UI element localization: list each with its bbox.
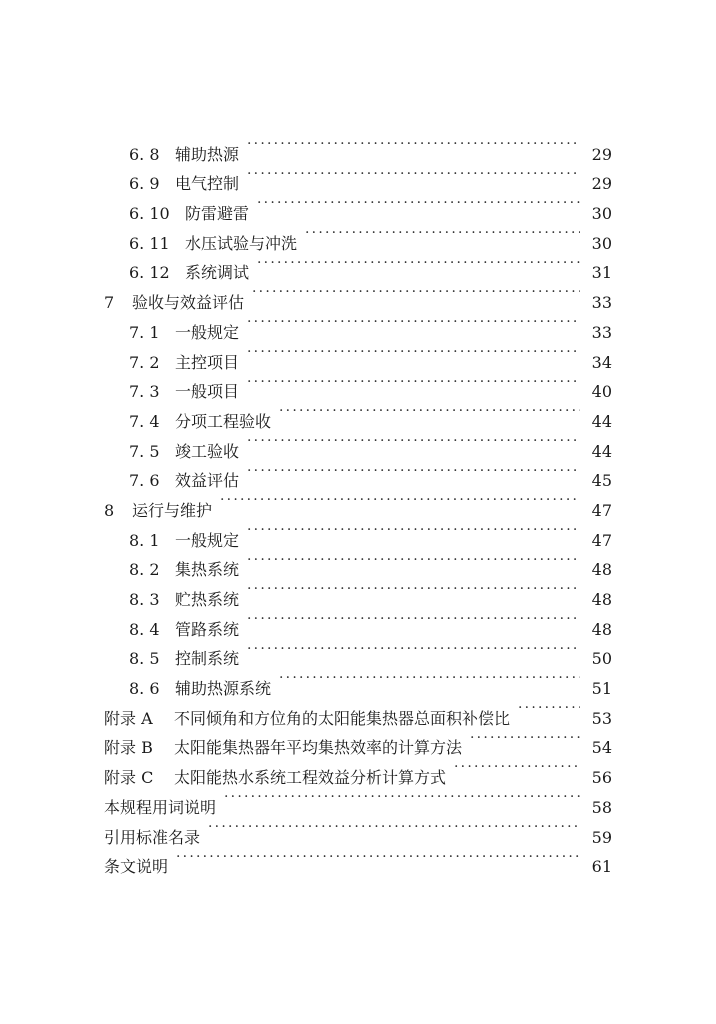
toc-entry-title: 贮热系统 (175, 590, 240, 609)
toc-entry-page: 29 (591, 144, 612, 164)
toc-entry-title: 集热系统 (175, 560, 240, 580)
toc-entry[interactable] (0, 694, 716, 728)
toc-entry-number: 8. 4 (129, 619, 160, 639)
toc-entry-number: 8. 6 (129, 679, 160, 699)
toc-entry-title: 控制系统 (175, 649, 240, 669)
toc-entry-page: 33 (591, 293, 612, 313)
toc-entry[interactable] (0, 457, 716, 491)
dot-leader (247, 516, 580, 546)
toc-entry[interactable] (0, 397, 716, 431)
dot-leader (220, 486, 580, 516)
toc-entry[interactable] (0, 219, 716, 253)
dot-leader (247, 368, 580, 398)
toc-entry-page: 31 (591, 263, 612, 283)
toc-entry-number: 8. 3 (129, 590, 160, 609)
toc-entry[interactable] (0, 605, 716, 639)
toc-entry-page: 58 (591, 797, 612, 817)
toc-entry-page: 48 (591, 619, 612, 639)
toc-entry[interactable] (0, 368, 716, 402)
toc-entry-number: 7. 6 (129, 471, 160, 491)
toc-entry[interactable] (0, 783, 716, 817)
toc-entry-page: 45 (591, 471, 612, 491)
toc-entry-title: 太阳能热水系统工程效益分析计算方式 (174, 768, 447, 788)
dot-leader (247, 130, 580, 160)
toc-entry-number: 6. 9 (129, 174, 160, 194)
toc-entry[interactable] (0, 249, 716, 283)
dot-leader (247, 635, 580, 665)
toc-entry-title: 防雷避雷 (185, 204, 250, 224)
toc-entry-number: 6. 10 (129, 204, 170, 224)
dot-leader (224, 783, 580, 813)
dot-leader (305, 219, 580, 249)
toc-entry-title: 验收与效益评估 (132, 293, 245, 313)
toc-entry-page: 51 (591, 679, 612, 699)
toc-entry[interactable] (0, 546, 716, 580)
toc-entry[interactable] (0, 635, 716, 669)
toc-entry[interactable] (0, 813, 716, 847)
toc-entry-number: 8. 5 (129, 649, 160, 669)
toc-entry-page: 44 (591, 411, 612, 431)
toc-entry-number: 6. 8 (129, 144, 160, 164)
toc-entry[interactable] (0, 160, 716, 194)
toc-entry-title: 分项工程验收 (175, 411, 272, 431)
toc-entry[interactable] (0, 308, 716, 342)
dot-leader (247, 605, 580, 635)
toc-entry-title: 本规程用词说明 (104, 797, 217, 817)
toc-entry-page: 47 (591, 530, 612, 550)
toc-entry-page: 47 (591, 500, 612, 520)
toc-entry-number: 7. 4 (129, 411, 160, 431)
toc-entry-page: 50 (591, 649, 612, 669)
toc-entry-title: 一般规定 (175, 530, 240, 550)
toc-entry-title: 引用标准名录 (104, 827, 201, 847)
toc-entry-number: 8. 2 (129, 560, 160, 580)
toc-entry-title: 电气控制 (175, 174, 240, 194)
toc-entry[interactable] (0, 130, 716, 164)
toc-entry-page: 34 (591, 352, 612, 372)
toc-entry-page: 59 (591, 827, 612, 847)
dot-leader (247, 457, 580, 487)
dot-leader (247, 546, 580, 576)
toc-entry-number: 7. 2 (129, 352, 160, 372)
toc-entry-number: 8. 1 (129, 530, 160, 550)
toc-entry-title: 太阳能集热器年平均集热效率的计算方法 (174, 738, 463, 758)
toc-entry-title: 水压试验与冲洗 (185, 233, 298, 253)
dot-leader (247, 427, 580, 457)
toc-entry-number: 附录 A (104, 708, 153, 728)
toc-entry[interactable] (0, 486, 716, 520)
toc-entry-title: 主控项目 (175, 352, 240, 372)
toc-entry-page: 54 (591, 738, 612, 758)
toc-entry-title: 不同倾角和方位角的太阳能集热器总面积补偿比 (174, 708, 511, 728)
dot-leader (279, 397, 580, 427)
toc-entry-number: 6. 11 (129, 233, 170, 253)
dot-leader (247, 308, 580, 338)
toc-entry-title: 一般规定 (175, 322, 240, 342)
toc-entry[interactable] (0, 516, 716, 550)
dot-leader (257, 189, 580, 219)
toc-entry-page: 53 (591, 708, 612, 728)
toc-entry[interactable] (0, 338, 716, 372)
toc-entry-page: 30 (591, 204, 612, 224)
toc-entry[interactable] (0, 278, 716, 313)
dot-leader (454, 753, 580, 783)
dot-leader (279, 664, 580, 694)
toc-entry[interactable] (0, 427, 716, 461)
toc-entry-title: 运行与维护 (132, 500, 213, 520)
toc-entry-number: 6. 12 (129, 263, 170, 283)
toc-entry-page: 29 (591, 174, 612, 194)
toc-entry-title: 系统调试 (185, 263, 250, 283)
dot-leader (208, 813, 580, 843)
toc-entry-title: 一般项目 (175, 382, 240, 402)
toc-entry-page: 40 (591, 382, 612, 402)
toc-entry-number: 8 (104, 500, 115, 520)
toc-entry-title: 辅助热源 (175, 144, 240, 164)
dot-leader (470, 724, 580, 754)
toc-entry-page: 48 (591, 590, 612, 609)
toc-entry-page: 48 (591, 560, 612, 580)
toc-entry-page: 33 (591, 322, 612, 342)
toc-entry[interactable] (0, 843, 716, 877)
toc-entry-title: 管路系统 (175, 619, 240, 639)
toc-entry-page: 61 (591, 857, 612, 877)
toc-entry[interactable] (0, 753, 716, 788)
toc-entry[interactable] (0, 189, 716, 224)
dot-leader (252, 278, 580, 308)
toc-entry-number: 7. 3 (129, 382, 160, 402)
toc-entry-number: 7. 5 (129, 441, 160, 461)
toc-entry-number: 附录 B (104, 738, 153, 758)
dot-leader (176, 843, 580, 873)
toc-entry-page: 56 (591, 768, 612, 788)
toc-entry-title: 竣工验收 (175, 441, 240, 461)
toc-entry-title: 辅助热源系统 (175, 679, 272, 699)
toc-entry-number: 7 (104, 293, 115, 313)
dot-leader (518, 694, 580, 724)
dot-leader (247, 160, 580, 190)
toc-entry-page: 44 (591, 441, 612, 461)
toc-entry-number: 7. 1 (129, 322, 160, 342)
toc-entry-title: 效益评估 (175, 471, 240, 491)
toc-entry[interactable] (0, 724, 716, 758)
toc-entry-number: 附录 C (104, 768, 154, 788)
toc-entry[interactable] (0, 575, 716, 609)
table-of-contents (0, 130, 716, 877)
dot-leader (247, 575, 580, 605)
toc-entry-title: 条文说明 (104, 857, 169, 877)
dot-leader (257, 249, 580, 279)
dot-leader (247, 338, 580, 368)
toc-entry[interactable] (0, 664, 716, 699)
toc-entry-page: 30 (591, 233, 612, 253)
